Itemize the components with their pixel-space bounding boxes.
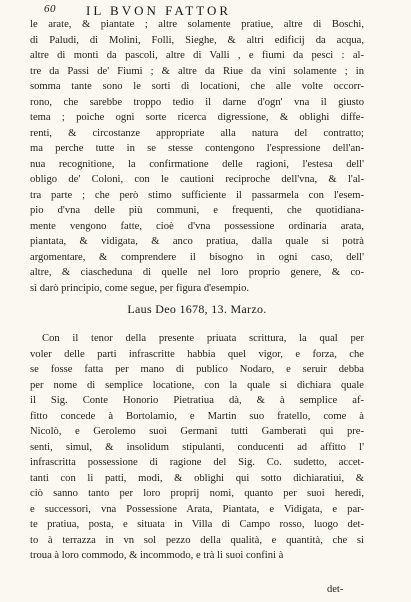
text-line: per nome di semplice locatione, con la quale si dichiara quale	[30, 379, 364, 391]
paragraph-2	[30, 331, 364, 564]
text-line: somma tante sono le sorti di locationi, che alle volte occorr-	[30, 81, 364, 92]
running-title: IL BVON FATTOR	[86, 3, 232, 18]
text-line: infrascritta possessione di ragione del Sig. Co. sudetto, accet-	[30, 457, 364, 468]
text-line: senti, simul, & insolidum stipulanti, conducenti ad affitto l'	[30, 441, 364, 453]
text-line: renti, & circostanze appropriate alla natura del contratto;	[30, 127, 364, 139]
catchword: det-	[327, 584, 344, 595]
text-line: Nicolò, e Gerolemo suoi Germani tutti Gamberati qui pre-	[30, 426, 364, 437]
text-line: mente vengono fatte, cioè d'vna possessione ordinaria arata,	[30, 220, 364, 232]
page-number: 60	[44, 3, 56, 15]
text-line: tema ; poiche ogni sorte ricerca digressione, & oblighi diffe-	[30, 112, 364, 123]
text-line: sì darò principio, come segue, per figura d'esempio.	[30, 282, 250, 294]
text-line: argomentare, & comprendere il bisogno in ogni caso, dell'	[30, 251, 364, 263]
text-line: pio d'vna delle più communi, e frequenti, che quotidiana-	[30, 205, 364, 216]
text-line: fitto concede à Bortolamio, e Martin suo fratello, come à	[30, 410, 364, 422]
text-line: tre da Passi de' Fiumi ; & altre da Riue da vini solamente ; in	[30, 65, 364, 77]
text-line: Con il tenor della presente priuata scrittura, la qual per	[42, 333, 364, 344]
text-line: obligo de' Coloni, con le cautioni reciproche dell'vna, & l'al-	[30, 174, 364, 185]
text-line: e successori, vna Possessione Arata, Piantata, e Vidigata, e par-	[30, 503, 364, 515]
text-line: to à terrazza in vn sol pezzo della qualità, e quantità, che si	[30, 534, 364, 546]
text-line: nua recognitione, la confirmatione delle ragioni, l'estesa dell'	[30, 158, 364, 170]
text-line: se fosse fatta per mano di publico Nodaro, e seruir debba	[30, 364, 364, 375]
text-line: tra parte ; che però stimo sufficiente il passarmela con l'esem-	[30, 189, 364, 201]
paragraph-1	[30, 17, 364, 296]
text-line: te pratiua, posta, e situata in Villa di Campo rosso, luogo det-	[30, 519, 364, 530]
text-line: le arate, & piantate ; altre solamente pratiue, altre di Boschi,	[30, 19, 364, 30]
text-line: il Sig. Conte Honorio Pietratiua dà, & à semplice af-	[30, 395, 364, 406]
document-heading: Laus Deo 1678, 13. Marzo.	[127, 302, 267, 316]
text-line: ma perche tutte in se stesse contengono l'espressione dell'an-	[30, 143, 364, 154]
text-line: voler delle parti infrascritte habbia quel vigor, e forza, che	[30, 348, 364, 360]
text-line: tanti con li patti, modi, & oblighi qui sotto dichiaratiui, &	[30, 472, 364, 484]
text-line: ciò sanno tanto per loro proprij nomi, quanto per suoi heredi,	[30, 488, 364, 499]
text-line: altre, & ciascheduna di quelle nel loro proprio genere, & co-	[30, 267, 364, 278]
text-line: altre di monti da pascoli, altre di Valli , e fiumi da pesci : al-	[30, 50, 364, 61]
text-line: di Paludi, di Molini, Folli, Sieghe, & altri edificij da acqua,	[30, 34, 364, 46]
text-line: troua à loro commodo, & incommodo, e trà li suoi confini à	[30, 550, 284, 561]
text-line: rono, che sarebbe troppo tedio il darne d'ogn' vna il giusto	[30, 96, 364, 108]
text-line: piantata, & vidigata, & anco pratiua, dalla quale si potrà	[30, 236, 364, 247]
